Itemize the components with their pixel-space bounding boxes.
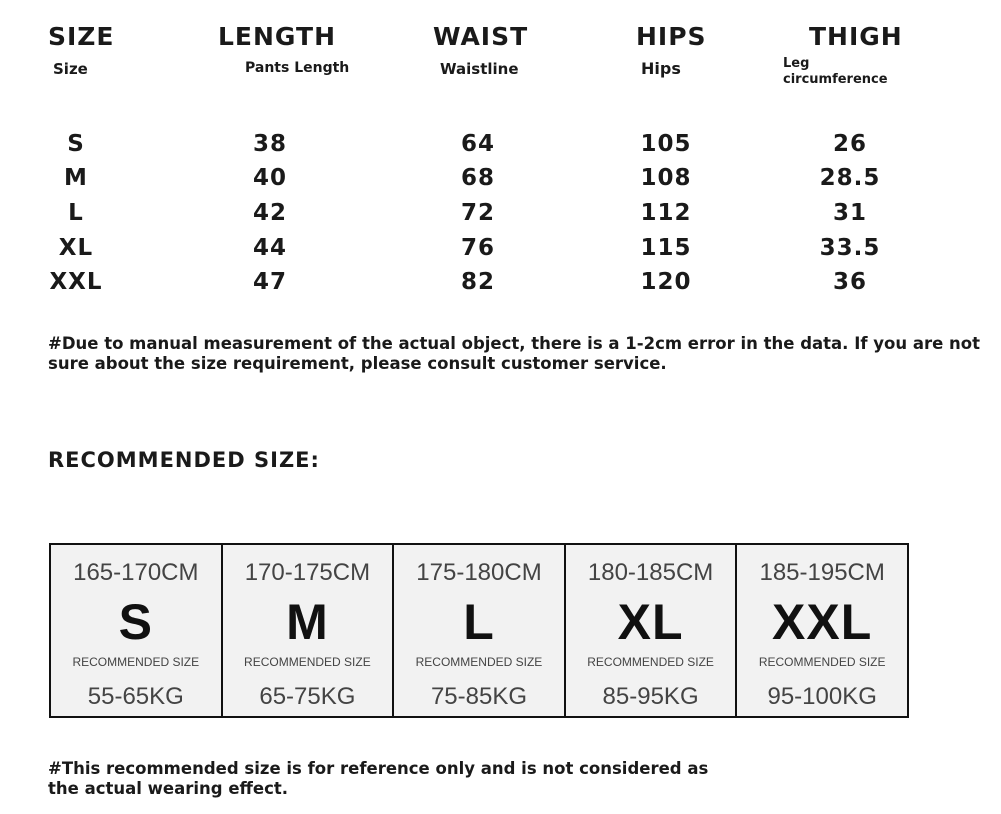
cell-size: M [64,165,88,191]
cell-thigh: 26 [832,131,868,157]
measurement-note [48,334,980,374]
reference-note-line2: the actual wearing effect. [48,779,288,798]
cell-waist: 68 [460,165,496,191]
header-size: SIZE [48,22,115,51]
recommended-size-label: RECOMMENDED SIZE [244,655,371,669]
table-row [0,200,1001,234]
recommended-size-card [51,545,223,716]
cell-waist: 82 [460,269,496,295]
subheader-waist: Waistline [440,60,519,78]
header-thigh: THIGH [809,22,903,51]
recommended-size-card [737,545,907,716]
table-row [0,269,1001,303]
header-length: LENGTH [218,22,336,51]
cell-size: S [67,131,85,157]
subheader-size: Size [53,60,88,78]
height-range: 175-180CM [416,559,542,586]
weight-range: 75-85KG [430,683,528,710]
cell-thigh: 31 [832,200,868,226]
measurement-note-line1: #Due to manual measurement of the actual object, there is a 1-2cm error in the data. If you are not [48,334,981,353]
table-row [0,165,1001,199]
header-waist: WAIST [433,22,529,51]
height-range: 165-170CM [73,559,199,586]
weight-range: 55-65KG [87,683,184,710]
cell-waist: 72 [460,200,496,226]
table-row [0,131,1001,165]
cell-length: 38 [252,131,288,157]
height-range: 185-195CM [759,559,885,586]
size-letter: M [286,594,329,650]
table-row [0,235,1001,269]
size-letter: XL [617,594,684,650]
cell-size: XL [58,235,94,261]
header-hips: HIPS [636,22,707,51]
size-letter: L [463,594,495,650]
cell-length: 42 [252,200,288,226]
recommended-size-title: RECOMMENDED SIZE: [48,448,320,472]
recommended-size-card [394,545,566,716]
recommended-size-table [49,543,909,718]
cell-thigh: 33.5 [819,235,881,261]
recommended-size-label: RECOMMENDED SIZE [587,655,714,669]
cell-length: 40 [252,165,288,191]
recommended-size-label: RECOMMENDED SIZE [415,655,543,669]
weight-range: 95-100KG [767,683,877,710]
cell-waist: 64 [460,131,496,157]
cell-length: 44 [252,235,288,261]
weight-range: 65-75KG [259,683,356,710]
subheader-hips: Hips [641,59,681,78]
recommended-size-label: RECOMMENDED SIZE [758,655,886,669]
reference-note [48,759,708,799]
subheader-thigh-line1: Leg [783,56,810,71]
cell-length: 47 [252,269,288,295]
cell-hips: 108 [640,165,692,191]
subheader-length: Pants Length [245,60,350,76]
recommended-size-label: RECOMMENDED SIZE [72,655,200,669]
subheader-thigh-line2: circumference [783,72,888,87]
weight-range: 85-95KG [602,683,699,710]
recommended-size-card [566,545,738,716]
cell-thigh: 28.5 [819,165,881,191]
cell-hips: 105 [640,131,692,157]
recommended-size-card [223,545,395,716]
measurement-note-line2: sure about the size requirement, please consult customer service. [48,354,667,373]
reference-note-line1: #This recommended size is for reference only and is not considered as [48,759,709,778]
cell-hips: 115 [640,235,692,261]
height-range: 180-185CM [587,559,714,586]
cell-hips: 112 [640,200,692,226]
height-range: 170-175CM [244,559,371,586]
size-letter: XXL [772,594,873,650]
cell-size: L [68,200,84,226]
cell-size: XXL [49,269,103,295]
cell-thigh: 36 [832,269,868,295]
size-letter: S [118,594,153,650]
cell-hips: 120 [640,269,692,295]
cell-waist: 76 [460,235,496,261]
